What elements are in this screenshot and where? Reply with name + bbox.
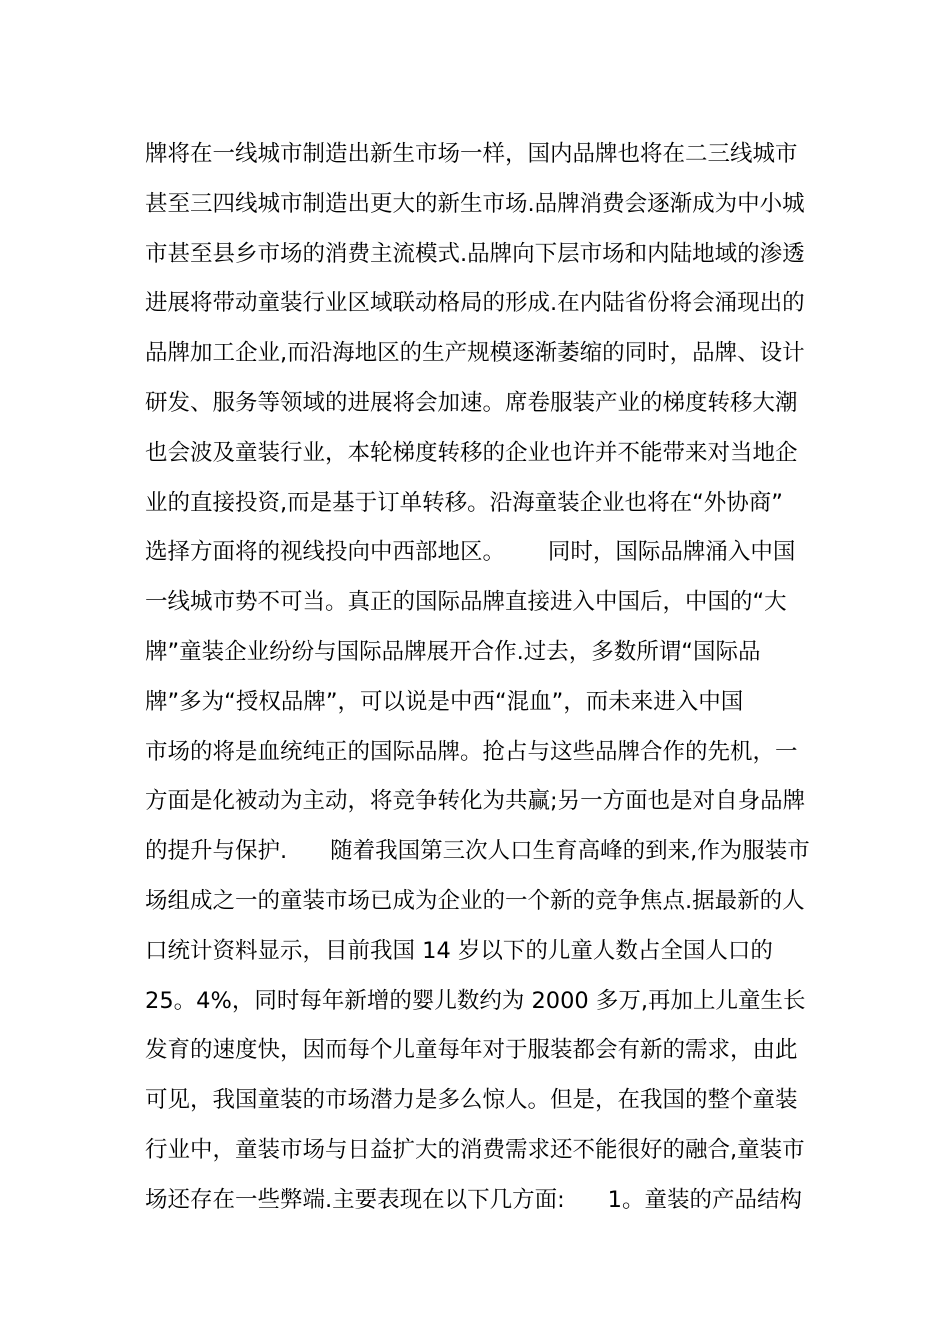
text-line: 进展将带动童装行业区域联动格局的形成.在内陆省份将会涌现出的 — [145, 290, 805, 317]
text-line: 甚至三四线城市制造出更大的新生市场.品牌消费会逐渐成为中小城 — [145, 190, 805, 217]
text-line: 业的直接投资,而是基于订单转移。沿海童装企业也将在“外协商” — [145, 489, 783, 516]
text-line: 场还存在一些弊端.主要表现在以下几方面: 1。童装的产品结构 — [145, 1186, 802, 1213]
text-line: 也会波及童装行业，本轮梯度转移的企业也许并不能带来对当地企 — [145, 439, 798, 466]
text-line: 牌将在一线城市制造出新生市场一样，国内品牌也将在二三线城市 — [145, 141, 798, 167]
text-line: 方面是化被动为主动，将竞争转化为共赢;另一方面也是对自身品牌 — [145, 788, 806, 815]
text-line: 25。4%，同时每年新增的婴儿数约为 2000 多万,再加上儿童生长 — [145, 987, 806, 1014]
text-line: 的提升与保护. 随着我国第三次人口生育高峰的到来,作为服装市 — [145, 838, 810, 865]
text-line: 行业中，童装市场与日益扩大的消费需求还不能很好的融合,童装市 — [145, 1136, 805, 1163]
text-line: 牌”多为“授权品牌”，可以说是中西“混血”，而未来进入中国 — [145, 688, 744, 715]
text-line: 一线城市势不可当。真正的国际品牌直接进入中国后，中国的“大 — [145, 589, 787, 616]
text-line: 市甚至县乡市场的消费主流模式.品牌向下层市场和内陆地域的渗透 — [145, 240, 805, 267]
body-text — [145, 130, 815, 1226]
text-line: 品牌加工企业,而沿海地区的生产规模逐渐萎缩的同时，品牌、设计 — [145, 340, 805, 367]
text-line: 牌”童装企业纷纷与国际品牌展开合作.过去，多数所谓“国际品 — [145, 638, 761, 665]
text-line: 场组成之一的童装市场已成为企业的一个新的竞争焦点.据最新的人 — [145, 887, 805, 914]
text-line: 发育的速度快，因而每个儿童每年对于服装都会有新的需求，由此 — [145, 1037, 798, 1064]
text-line: 研发、服务等领域的进展将会加速。席卷服装产业的梯度转移大潮 — [145, 389, 798, 416]
text-line: 选择方面将的视线投向中西部地区。 同时，国际品牌涌入中国 — [145, 539, 796, 566]
text-line: 市场的将是血统纯正的国际品牌。抢占与这些品牌合作的先机，一 — [145, 738, 798, 765]
text-line: 可见，我国童装的市场潜力是多么惊人。但是，在我国的整个童装 — [145, 1087, 798, 1114]
text-line: 口统计资料显示，目前我国 14 岁以下的儿童人数占全国人口的 — [145, 937, 773, 964]
